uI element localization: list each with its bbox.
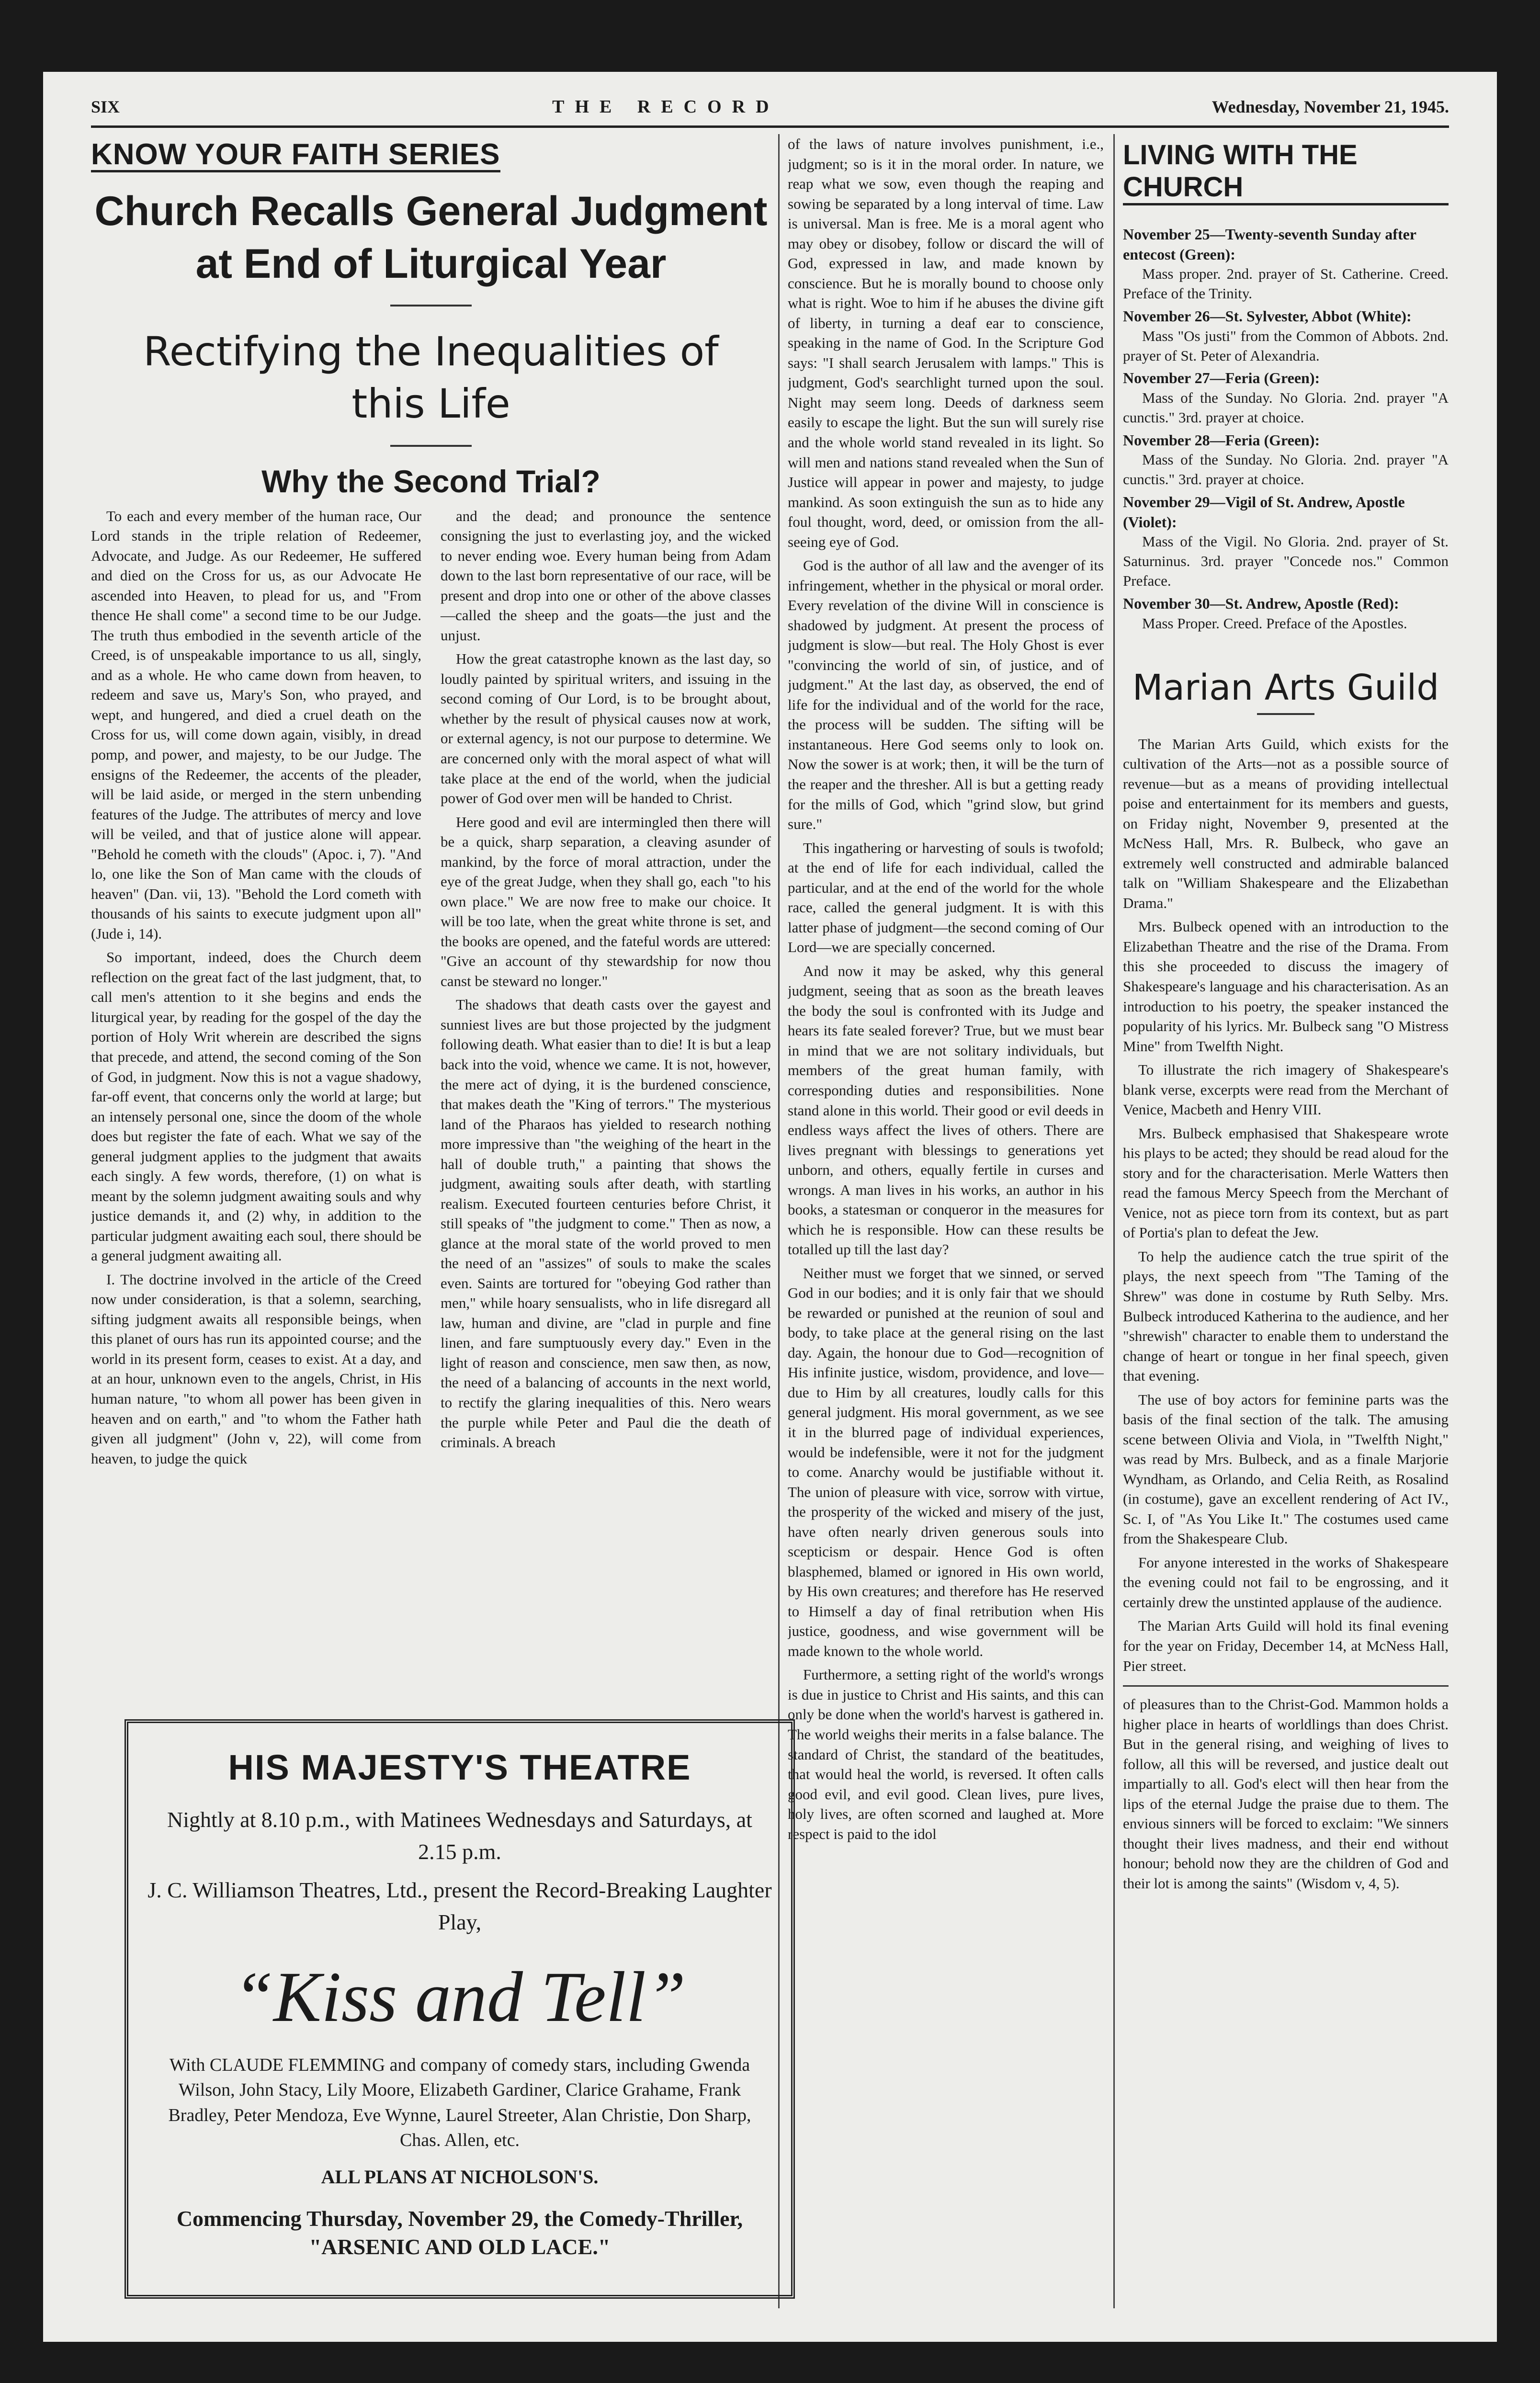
liturgy-text: Mass of the Sunday. No Gloria. 2nd. prayer "A cunctis." 3rd. prayer at choice. bbox=[1123, 451, 1449, 488]
masthead: THE RECORD bbox=[552, 97, 780, 117]
guild-paragraph: To illustrate the rich imagery of Shakespeare's blank verse, excerpts were read from the Merchant of Venice, Macbeth and Henry VIII. bbox=[1123, 1061, 1449, 1118]
guild-paragraph: The Marian Arts Guild, which exists for the cultivation of the Arts—not as a possible source of revenue—but as a means of providing intellectual poise and entertainment for its members and guests, on Friday night, November 9, presented at the McNess Hall, Mrs. R. Bulbeck, who gave an extremely well constructed and admirable balanced talk on "William Shakespeare and the Elizabethan Drama." bbox=[1123, 735, 1449, 911]
article-paragraph: So important, indeed, does the Church deem reflection on the great fact of the last judgment, that, to call men's attention to it she begins and ends the liturgical year, by reading for the gospel of the day the portion of Holy Writ wherein are described the signs that precede, and attend, the second coming of the Son of God, in judgment. Now this is not a vague shadowy, far-off event, that concerns only the world at large; but an intensely personal one, since the doom of the whole does but register the fate of each. What we say of the general judgment applies to the judgment that awaits each singly. A few words, therefore, (1) on what is meant by the solemn judgment awaiting souls and why justice demands it, and (2) why, in addition to the particular judgment awaiting each soul, there should be a general judgment awaiting all. bbox=[91, 949, 421, 1264]
article-paragraph: of pleasures than to the Christ-God. Mammon holds a higher place in hearts of worldlings than does Christ. But in the general rising, and weighing of lives to follow, all this will be reversed, and justice dealt out impartially to all. God's elect will then hear from the lips of the eternal Judge the praise due to them. The envious sinners will be forced to exclaim: "We sinners thought their lives madness, and their end without honour; behold now they are the children of God and their lot is among the saints" (Wisdom v, 4, 5). bbox=[1123, 1696, 1449, 1892]
right-column bbox=[1123, 134, 1449, 2318]
guild-paragraph: To help the audience catch the true spirit of the plays, the next speech from "The Taming of the Shrew" was done in costume by Ruth Selby. Mrs. Bulbeck introduced Katherina to the audience, and her "shrewish" character to enable them to understand the change of heart or tongue in her final speech, given that evening. bbox=[1123, 1248, 1449, 1384]
header-rule bbox=[91, 125, 1449, 128]
series-kicker: KNOW YOUR FAITH SERIES bbox=[91, 139, 500, 172]
guild-paragraph: For anyone interested in the works of Shakespeare the evening could not fail to be engrossing, and it certainly drew the unstinted applause of the audience. bbox=[1123, 1554, 1449, 1611]
article-paragraph: Neither must we forget that we sinned, or served God in our bodies; and it is only fair that we should be rewarded or punished at the reunion of soul and body, to take place at the general rising on the last day. Again, the honour due to God—recognition of His infinite justice, wisdom, providence, and love—due to Him by all creatures, loudly calls for this general judgment. His moral government, as we see it in the blurred page of individual experiences, would be indefensible, were it not for the judgment to come. Anarchy would be justifiable without it. The union of pleasure with vice, sorrow with virtue, the prosperity of the wicked and misery of the just, have often nearly driven generous souls into scepticism or despair. Hence God is often blasphemed, blamed or ignored in His own world, by His own creatures; and therefore has He reserved to Himself a day of final retribution when His justice, goodness, and wise government will be made known to the whole world. bbox=[788, 1264, 1104, 1659]
advert-title: HIS MAJESTY'S THEATRE bbox=[228, 1748, 691, 1787]
running-header bbox=[91, 90, 1449, 124]
liturgy-day: November 30—St. Andrew, Apostle (Red): bbox=[1123, 595, 1399, 613]
advert-play-title: “Kiss and Tell” bbox=[233, 1957, 686, 2037]
article-paragraph: Furthermore, a setting right of the world's wrongs is due in justice to Christ and His saints, and this can only be done when the world's harvest is gathered in. The world weighs their merits in a false balance. The standard of Christ, the standard of the beatitudes, that would heal the world, is reversed. It often calls good evil, and evil good. Clean lives, pure lives, holy lives, are often scorned and laughed at. More respect is paid to the idol bbox=[788, 1666, 1104, 1842]
issue-date: Wednesday, November 21, 1945. bbox=[1212, 97, 1449, 116]
headline-rule bbox=[390, 305, 472, 306]
article-section bbox=[91, 134, 771, 1705]
article-paragraph: And now it may be asked, why this general judgment, seeing that as soon as the breath leaves the body the soul is confronted with its Judge and hears its fate sealed forever? True, but we must bear in mind that we are not solitary individuals, but members of the great human family, with corresponding duties and responsibilities. None stand alone in this world. Their good or evil deeds in endless ways affect the lives of others. There are lives pregnant with blessings to generations yet unborn, and others, equally fertile in curses and wrongs. A man lives in his works, an author in his books, a statesman or conqueror in the measures for which he is responsible. How can these results be totalled up till the last day? bbox=[788, 962, 1104, 1258]
guild-paragraph: The use of boy actors for feminine parts was the basis of the final section of the talk. The amusing scene between Olivia and Viola, in "Twelfth Night," was read by Mrs. Bulbeck, and as a finale Marjorie Wyndham, as Orlando, and Celia Reith, as Rosalind (in costume), gave an excellent rendering of Act IV., Sc. I, of "As You Like It." The costumes used came from the Shakespeare Club. bbox=[1123, 1391, 1449, 1547]
article-paragraph: of the laws of nature involves punishment, i.e., judgment; so is it in the moral order. In nature, we reap what we sow, even though the reaping and sowing be separated by a long interval of time. Law is universal. Man is free. Me is a moral agent who may obey or disobey, follow or discard the will of God, expressed in law, and made known by conscience. But he is morally bound to choose only what is right. Woe to him if he abuses the divine gift of liberty, in turning a deaf ear to conscience, speaking in the name of God. In the Scripture God says: "I shall search Jerusalem with lamps." This is judgment, God's searchlight turned upon the soul. Night may seem long. Deeds of darkness seem easily to escape the light. But the sun will surely rise and the whole world stand revealed in its light. So will men and nations stand revealed when the Sun of Justice will appear in power and majesty, to judge mankind. As soon extinguish the sun as to hide any foul thought, word, deed, or omission from the all-seeing eye of God. bbox=[788, 136, 1104, 550]
guild-title: Marian Arts Guild bbox=[1132, 667, 1439, 708]
column-rule bbox=[1113, 134, 1115, 2308]
liturgy-day: November 29—Vigil of St. Andrew, Apostle (Violet): bbox=[1123, 493, 1405, 531]
article-paragraph: To each and every member of the human race, Our Lord stands in the triple relation of Redeemer, Advocate, and Judge. As our Redeemer, He suffered and died on the Cross for us, as our Advocate He ascended into Heaven, to plead for us, and "From thence He shall come" a second time to be our Judge. The truth thus embodied in the seventh article of the Creed, is of unspeakable importance to us all, singly, and as a whole. He who came down from heaven, to redeem and save us, Mary's Son, who prayed, and wept, and hungered, and died a cruel death on the Cross for us, will come down again, visibly, in dread pomp, and power, and majesty, to be our Judge. The ensigns of the Redeemer, the accents of the pleader, will be laid aside, or merged in the stern unbending features of the Judge. The attributes of mercy and love will be veiled, and that of justice alone will appear. "Behold he cometh with the clouds" (Apoc. i, 7). "And lo, one like the Son of Man came with the clouds of heaven" (Dan. vii, 13). "Behold the Lord cometh with thousands of his saints to execute judgment upon all" (Jude i, 14). bbox=[91, 507, 421, 942]
guild-article bbox=[1123, 734, 1449, 1676]
advert-coming: Commencing Thursday, November 29, the Comedy-Thriller, "ARSENIC AND OLD LACE." bbox=[176, 2206, 743, 2259]
advert-presenter: J. C. Williamson Theatres, Ltd., present the Record-Breaking Laughter Play, bbox=[147, 1878, 772, 1935]
liturgy-day: November 27—Feria (Green): bbox=[1123, 369, 1320, 387]
article-paragraph: The shadows that death casts over the gayest and sunniest lives are but those projected by the judgment following death. What easier than to die! It is but a leap back into the void, whence we came. It is not, however, the mere act of dying, it is the burdened conscience, that makes death the "King of terrors." The mysterious land of the Pharaos has yielded to research nothing more impressive than "the weighing of the heart in the hall of double truth," a painting that shows the judgment, awaiting souls after death, with startling realism. Executed fourteen centuries before Christ, it still speaks of "the judgment to come." Then as now, a glance at the moral state of the world proved to men the need of an "assizes" of souls to make the scales even. Saints are tortured for "obeying God rather than men," while hoary sensualists, who in life disregard all law, human and divine, are "clad in purple and fine linen, and fare sumptuously every day." Even in the light of reason and conscience, men saw then, as now, the need of a balancing of accounts in the next world, to rectify the glaring inequalities of this. Nero wears the purple while Peter and Paul die the death of criminals. A breach bbox=[441, 996, 771, 1451]
liturgy-entry bbox=[1123, 225, 1449, 304]
article-continuation bbox=[1123, 1694, 1449, 1893]
liturgy-day: November 28—Feria (Green): bbox=[1123, 431, 1320, 449]
article-column-2 bbox=[441, 506, 771, 1473]
liturgy-text: Mass "Os justi" from the Common of Abbots. 2nd. prayer of St. Peter of Alexandria. bbox=[1123, 327, 1449, 364]
article-subhead: Why the Second Trial? bbox=[261, 463, 600, 499]
page-number: SIX bbox=[91, 97, 120, 116]
article-deck: Rectifying the Inequalities of this Life bbox=[143, 328, 719, 428]
liturgy-entry bbox=[1123, 594, 1449, 634]
liturgy-day: November 26—St. Sylvester, Abbot (White): bbox=[1123, 307, 1412, 325]
article-paragraph: This ingathering or harvesting of souls is twofold; at the end of life for each individual, called the particular, and at the end of the world for the whole race, called the general judgment. It is with this latter phase of judgment—the second coming of Our Lord—we are specially concerned. bbox=[788, 839, 1104, 956]
liturgy-calendar bbox=[1123, 225, 1449, 634]
article-column-1 bbox=[91, 506, 421, 1473]
liturgy-title: LIVING WITH THE CHURCH bbox=[1123, 139, 1449, 205]
article-headline: Church Recalls General Judgment at End of Liturgical Year bbox=[94, 188, 768, 287]
section-rule bbox=[1123, 1685, 1449, 1687]
liturgy-entry bbox=[1123, 492, 1449, 591]
theatre-advertisement bbox=[125, 1719, 795, 2299]
deck-rule bbox=[390, 445, 472, 447]
article-column-3 bbox=[788, 134, 1104, 2318]
liturgy-entry bbox=[1123, 306, 1449, 365]
liturgy-text: Mass Proper. Creed. Preface of the Apostles. bbox=[1142, 614, 1407, 632]
guild-paragraph: The Marian Arts Guild will hold its final evening for the year on Friday, December 14, at McNess Hall, Pier street. bbox=[1123, 1617, 1449, 1674]
liturgy-text: Mass of the Vigil. No Gloria. 2nd. prayer of St. Saturninus. 3rd. prayer "Concede nos." Common Preface. bbox=[1123, 533, 1449, 590]
article-paragraph: How the great catastrophe known as the last day, so loudly painted by spiritual writers, and issuing in the second coming of Our Lord, is to be brought about, whether by the result of physical causes now at work, or external agency, is not our purpose to determine. We are concerned only with the moral aspect of what will take place at the end of the world, when the judicial power of God over men will be handed to Christ. bbox=[441, 650, 771, 807]
liturgy-entry bbox=[1123, 368, 1449, 427]
guild-paragraph: Mrs. Bulbeck emphasised that Shakespeare wrote his plays to be acted; they should be read aloud for the story and for the characterisation. Merle Watters then read the famous Mercy Speech from the Merchant of Venice, not as piece torn from its context, but as part of Portia's plan to defeat the Jew. bbox=[1123, 1124, 1449, 1241]
liturgy-day: November 25—Twenty-seventh Sunday after entecost (Green): bbox=[1123, 226, 1416, 263]
liturgy-text: Mass proper. 2nd. prayer of St. Catherine. Creed. Preface of the Trinity. bbox=[1123, 265, 1449, 302]
article-paragraph: God is the author of all law and the avenger of its infringement, whether in the physical or moral order. Every revelation of the divine Will in conscience is shadowed by judgment. At present the process of judgment is slow—but real. The Holy Ghost is ever "convincing the world of sin, of justice, and of judgment." At the last day, as observed, the end of life for the individual and of the world for the race, the process will be sudden. The sifting will be instantaneous. Here God seems only to look on. Now the sower is at work; then, it will be the turn of the reaper and the thresher. All is but a getting ready for the mills of God, which "grind slow, but grind sure." bbox=[788, 557, 1104, 833]
newspaper-page bbox=[43, 72, 1497, 2342]
advert-plans: ALL PLANS AT NICHOLSON'S. bbox=[321, 2166, 599, 2188]
article-paragraph: and the dead; and pronounce the sentence consigning the just to everlasting joy, and the wicked to never ending woe. Every human being from Adam down to the last born representative of our race, will be present and drop into one or other of the above classes —called the sheep and the goats—the just and the unjust. bbox=[441, 507, 771, 644]
liturgy-entry bbox=[1123, 431, 1449, 489]
liturgy-text: Mass of the Sunday. No Gloria. 2nd. prayer "A cunctis." 3rd. prayer at choice. bbox=[1123, 389, 1449, 426]
article-paragraph: I. The doctrine involved in the article of the Creed now under consideration, is that a solemn, searching, sifting judgment awaits all responsible beings, when this planet of ours has run its appointed course; and the world in its present form, ceases to exist. At a day, and at an hour, unknown even to the angels, Christ, in His human nature, "to whom all power has been given in heaven and on earth," and "to whom the Father hath given all judgment" (John v, 22), will come from heaven, to judge the quick bbox=[91, 1271, 421, 1467]
advert-schedule: Nightly at 8.10 p.m., with Matinees Wednesdays and Saturdays, at 2.15 p.m. bbox=[167, 1807, 752, 1864]
advert-cast: With CLAUDE FLEMMING and company of comedy stars, including Gwenda Wilson, John Stacy, Lily Moore, Elizabeth Gardiner, Clarice Grahame, Frank Bradley, Peter Mendoza, Eve Wynne, Laurel Streeter, Alan Christie, Don Sharp, Chas. Allen, etc. bbox=[168, 2054, 751, 2151]
guild-rule bbox=[1257, 713, 1314, 715]
guild-paragraph: Mrs. Bulbeck opened with an introduction to the Elizabethan Theatre and the rise of the Drama. From this she proceeded to discuss the imagery of Shakespeare's language and his characterisation. As an introduction to his poetry, the speaker instanced the popularity of his lyrics. Mr. Bulbeck sang "O Mistress Mine" from Twelfth Night. bbox=[1123, 918, 1449, 1055]
article-paragraph: Here good and evil are intermingled then there will be a quick, sharp separation, a cleaving asunder of mankind, by the force of moral attraction, under the eye of the great Judge, when they shall go, each "to his own place." We are now free to make our choice. It will be too late, when the great white throne is set, and the books are opened, and the fateful words are uttered: "Give an account of thy stewardship for now thou canst be steward no longer." bbox=[441, 813, 771, 989]
